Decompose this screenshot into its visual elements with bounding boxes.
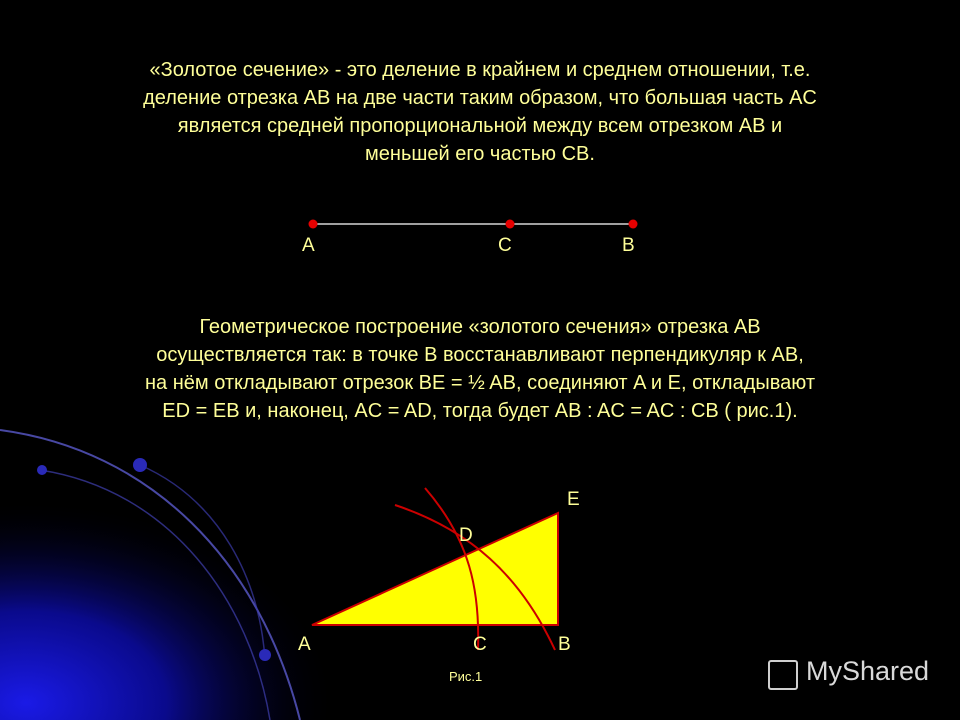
construction-line: Геометрическое построение «золотого сечения» отрезка AB — [199, 316, 761, 338]
triangle-abe — [312, 513, 558, 625]
intro-line: меньшей его частью CB. — [365, 143, 595, 165]
figure-label-b: B — [558, 634, 571, 655]
figure-label-d: D — [459, 525, 473, 546]
watermark-text: MyShared — [806, 656, 930, 686]
intro-line: деление отрезка AB на две части таким образом, что большая часть AC — [143, 87, 817, 109]
figure-label-a: A — [298, 634, 311, 655]
figure-caption: Рис.1 — [449, 669, 483, 684]
figure-label-c: C — [473, 634, 487, 655]
construction-line: на нём откладывают отрезок BE = ½ AB, соединяют A и E, откладывают — [145, 372, 815, 394]
construction-line: ED = EB и, наконец, AC = AD, тогда будет AB : AC = AC : CB ( рис.1). — [162, 400, 798, 422]
watermark-logo-icon — [768, 660, 798, 690]
intro-line: «Золотое сечение» - это деление в крайнем и среднем отношении, т.е. — [149, 59, 811, 81]
segment-label-c: C — [498, 235, 512, 256]
segment-label-b: B — [622, 235, 635, 256]
intro-line: является средней пропорциональной между всем отрезком AB и — [177, 115, 783, 137]
construction-line: осуществляется так: в точке B восстанавливают перпендикуляр к AB, — [156, 344, 804, 366]
figure-label-e: E — [567, 489, 580, 510]
segment-label-a: A — [302, 235, 315, 256]
